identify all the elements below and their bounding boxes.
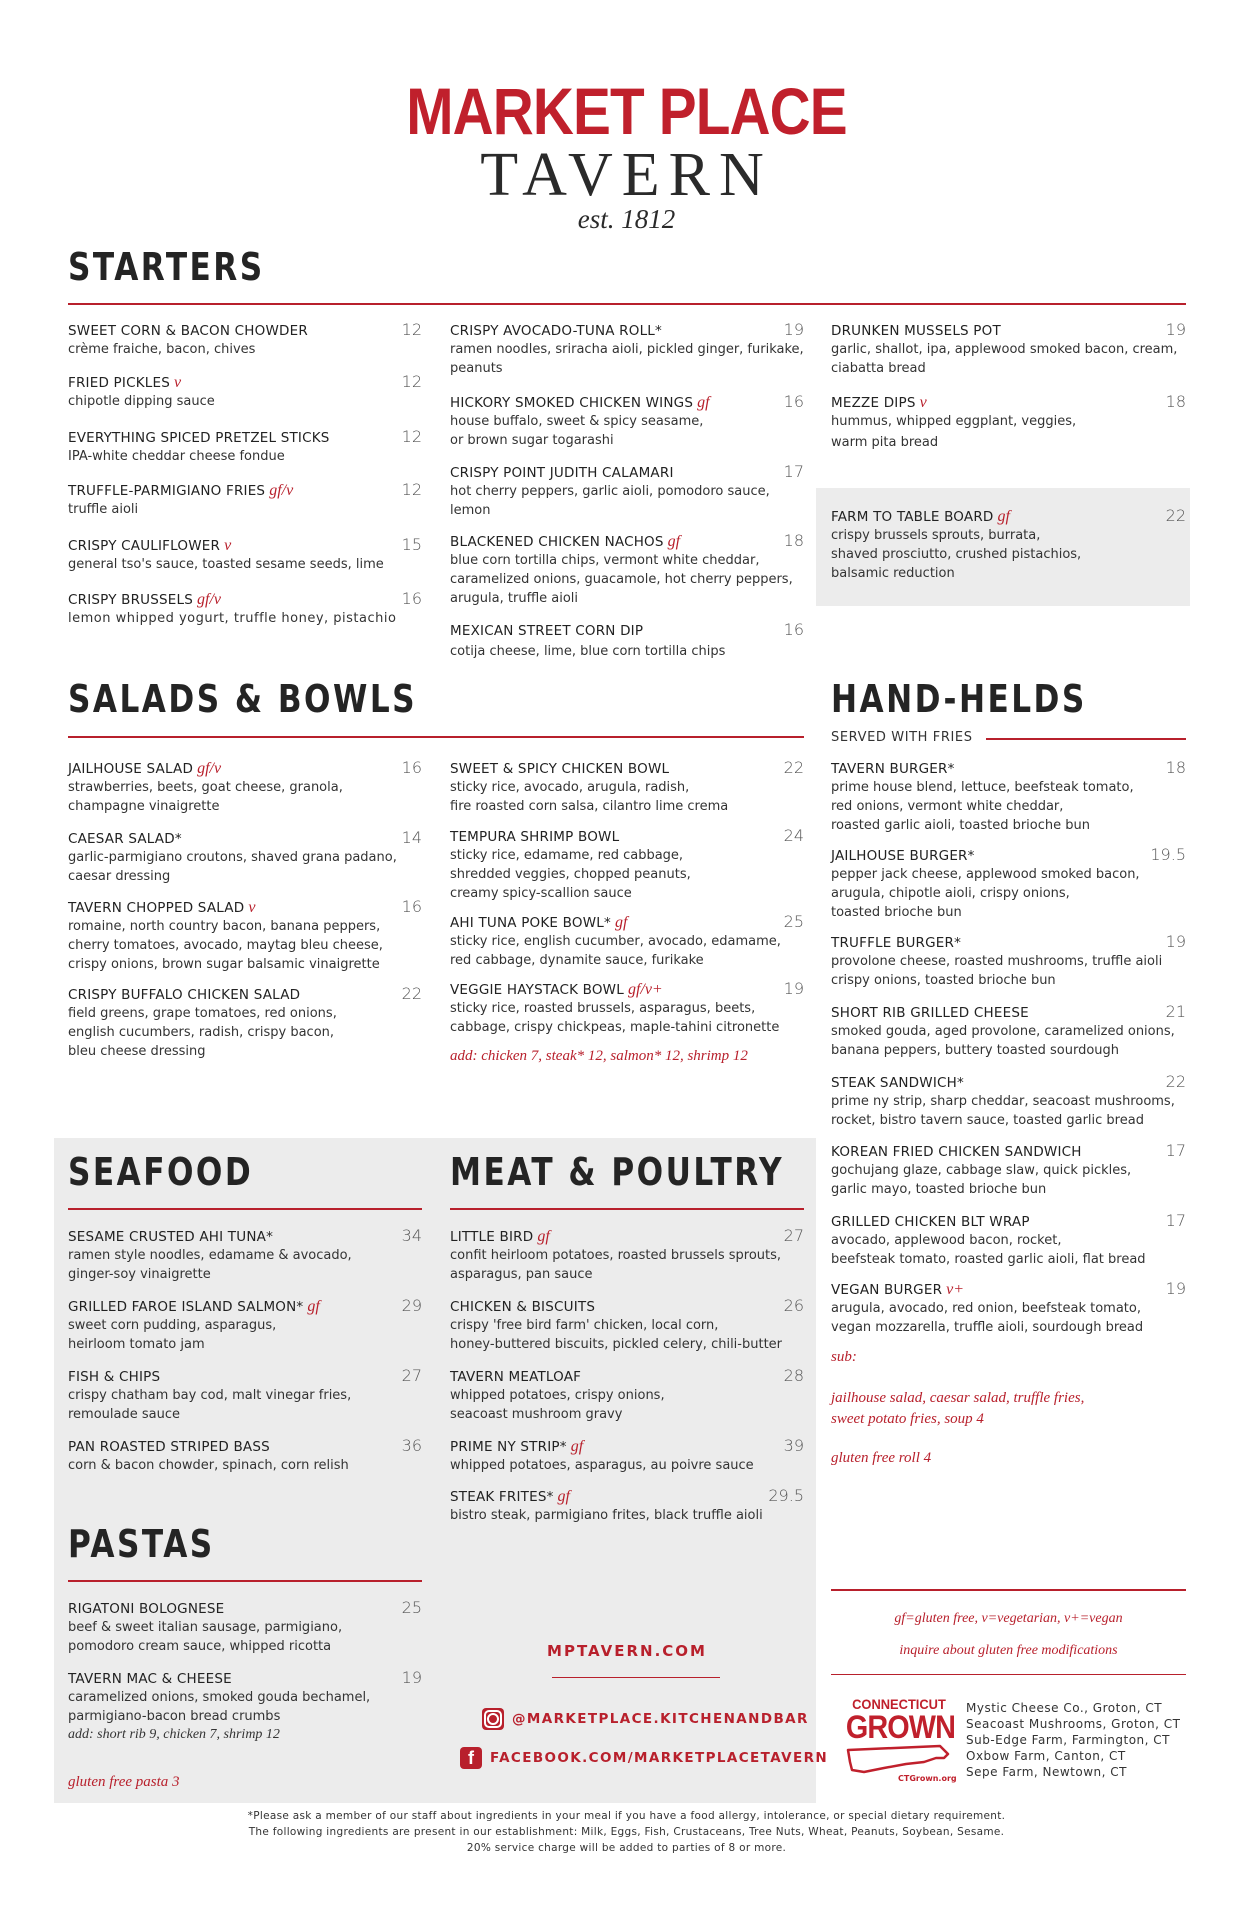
- item-price: 16: [783, 620, 804, 639]
- item-desc: truffle aioli: [68, 502, 139, 517]
- item-desc: sticky rice, english cucumber, avocado, edamame,: [450, 934, 781, 949]
- item-name: FARM TO TABLE BOARD: [831, 509, 994, 525]
- item-desc: prime house blend, lettuce, beefsteak tomato,: [831, 780, 1134, 795]
- farm-board-item: [831, 506, 1186, 583]
- starters-rule: [68, 303, 1186, 305]
- instagram-link[interactable]: [482, 1708, 809, 1730]
- item-desc: IPA-white cheddar cheese fondue: [68, 449, 285, 464]
- item-name: TAVERN CHOPPED SALAD: [68, 900, 245, 916]
- menu-item: [68, 897, 422, 974]
- item-price: 34: [401, 1226, 422, 1245]
- item-desc: crispy brussels sprouts, burrata,: [831, 528, 1041, 543]
- item-desc: whipped potatoes, asparagus, au poivre sauce: [450, 1458, 754, 1473]
- item-desc: house buffalo, sweet & spicy seasame,: [450, 414, 704, 429]
- item-desc: english cucumbers, radish, crispy bacon,: [68, 1025, 335, 1040]
- item-tag: gf/v: [197, 591, 222, 608]
- item-tag: v+: [946, 1281, 965, 1298]
- item-price: 12: [401, 480, 422, 499]
- item-name: BLACKENED CHICKEN NACHOS: [450, 534, 664, 550]
- item-desc: provolone cheese, roasted mushrooms, truffle aioli: [831, 954, 1163, 969]
- salads-rule: [68, 736, 804, 738]
- item-add-note: add: short rib 9, chicken 7, shrimp 12: [68, 1727, 280, 1742]
- menu-item: [450, 320, 804, 378]
- farm-item: Mystic Cheese Co., Groton, CT: [966, 1701, 1163, 1715]
- item-tag: gf/v+: [627, 981, 663, 998]
- item-desc: avocado, applewood bacon, rocket,: [831, 1233, 1062, 1248]
- menu-item: [450, 1296, 804, 1354]
- item-name: SHORT RIB GRILLED CHEESE: [831, 1005, 1029, 1021]
- brand-name-top: MARKET PLACE: [406, 74, 847, 148]
- item-desc: caramelized onions, smoked gouda bechamel,: [68, 1690, 371, 1705]
- item-desc: rocket, bistro tavern sauce, toasted garlic bread: [831, 1113, 1144, 1128]
- menu-item: [831, 392, 1186, 452]
- farm-item: Oxbow Farm, Canton, CT: [966, 1749, 1126, 1763]
- item-desc: champagne vinaigrette: [68, 799, 220, 814]
- item-desc: prime ny strip, sharp cheddar, seacoast mushrooms,: [831, 1094, 1175, 1109]
- item-name: AHI TUNA POKE BOWL*: [450, 915, 611, 931]
- item-tag: gf: [307, 1298, 320, 1315]
- item-desc: crispy onions, toasted brioche bun: [831, 973, 1056, 988]
- item-desc: ramen noodles, sriracha aioli, pickled ginger, furikake,: [450, 342, 804, 357]
- handhelds-sub-label: sub:: [831, 1349, 857, 1365]
- item-name: MEZZE DIPS: [831, 395, 916, 411]
- menu-item: [450, 462, 804, 520]
- menu-item: [450, 826, 804, 903]
- item-price: 15: [401, 535, 422, 554]
- item-desc: pomodoro cream sauce, whipped ricotta: [68, 1639, 332, 1654]
- menu-item: [831, 1211, 1186, 1269]
- item-tag: gf: [570, 1438, 584, 1455]
- menu-item: [68, 984, 422, 1061]
- handhelds-sub-options-1: jailhouse salad, caesar salad, truffle fries,: [831, 1390, 1085, 1406]
- item-price: 22: [783, 758, 804, 777]
- brand-established: est. 1812: [577, 204, 676, 234]
- item-desc: whipped potatoes, crispy onions,: [450, 1388, 665, 1403]
- item-price: 12: [401, 427, 422, 446]
- item-name: DRUNKEN MUSSELS POT: [831, 323, 1001, 339]
- item-desc: confit heirloom potatoes, roasted brussels sprouts,: [450, 1248, 782, 1263]
- item-name: CAESAR SALAD*: [68, 831, 182, 847]
- item-desc: smoked gouda, aged provolone, caramelized onions,: [831, 1024, 1175, 1039]
- ct-grown-line2: GROWN: [845, 1709, 955, 1745]
- item-desc: bistro steak, parmigiano frites, black truffle aioli: [450, 1508, 763, 1523]
- menu-item: [450, 758, 804, 816]
- menu-item: [68, 828, 422, 886]
- item-desc: heirloom tomato jam: [68, 1337, 205, 1352]
- item-price: 21: [1165, 1002, 1186, 1021]
- item-price: 27: [783, 1226, 804, 1245]
- menu-item: [450, 1226, 804, 1284]
- menu-item: [68, 758, 422, 816]
- item-price: 29: [401, 1296, 422, 1315]
- menu-item: [450, 912, 804, 970]
- item-desc: creamy spicy-scallion sauce: [450, 886, 632, 901]
- item-price: 36: [401, 1436, 422, 1455]
- menu-item: [450, 979, 804, 1037]
- menu-item: [450, 1366, 804, 1424]
- item-tag: v: [248, 899, 256, 916]
- item-desc: honey-buttered biscuits, pickled celery, chili-butter: [450, 1337, 783, 1352]
- item-price: 29.5: [768, 1486, 804, 1505]
- item-tag: v: [173, 374, 182, 391]
- item-tag: gf: [614, 914, 628, 931]
- facebook-url: FACEBOOK.COM/MARKETPLACETAVERN: [490, 1750, 829, 1766]
- item-name: GRILLED CHICKEN BLT WRAP: [831, 1214, 1030, 1230]
- item-tag: gf: [997, 508, 1010, 525]
- item-name: MEXICAN STREET CORN DIP: [450, 623, 644, 639]
- item-name: KOREAN FRIED CHICKEN SANDWICH: [831, 1144, 1082, 1160]
- meat-rule: [450, 1208, 804, 1210]
- legend-rule-top: [831, 1589, 1186, 1591]
- item-price: 25: [401, 1598, 422, 1617]
- item-tag: gf/v: [197, 760, 222, 777]
- item-name: CRISPY POINT JUDITH CALAMARI: [450, 465, 674, 481]
- item-price: 25: [783, 912, 804, 931]
- menu-item: [831, 758, 1186, 835]
- item-desc: chipotle dipping sauce: [68, 394, 215, 409]
- facebook-icon: f: [460, 1747, 482, 1769]
- item-price: 27: [401, 1366, 422, 1385]
- item-desc: corn & bacon chowder, spinach, corn relish: [68, 1458, 349, 1473]
- salads-add-note: add: chicken 7, steak* 12, salmon* 12, shrimp 12: [450, 1048, 748, 1064]
- item-price: 16: [401, 758, 422, 777]
- item-price: 16: [401, 897, 422, 916]
- menu-item: [68, 1668, 422, 1744]
- item-price: 12: [401, 372, 422, 391]
- item-name: CRISPY BRUSSELS: [68, 592, 194, 608]
- item-desc: crème fraiche, bacon, chives: [68, 342, 256, 357]
- item-desc: general tso's sauce, toasted sesame seeds, lime: [68, 557, 384, 572]
- item-price: 16: [401, 589, 422, 608]
- item-desc: sticky rice, roasted brussels, asparagus, beets,: [450, 1001, 756, 1016]
- item-desc: sticky rice, avocado, arugula, radish,: [450, 780, 690, 795]
- item-desc: balsamic reduction: [831, 566, 955, 581]
- item-desc: or brown sugar togarashi: [450, 433, 614, 448]
- item-price: 22: [1165, 1072, 1186, 1091]
- website-rule: [552, 1677, 720, 1678]
- menu-item: [68, 1226, 422, 1284]
- diet-legend: gf=gluten free, v=vegetarian, v+=vegan: [894, 1611, 1123, 1626]
- gf-inquire-note: inquire about gluten free modifications: [899, 1643, 1118, 1658]
- allergy-footer: [0, 1808, 1253, 1856]
- item-desc: garlic mayo, toasted brioche bun: [831, 1182, 1047, 1197]
- item-desc: field greens, grape tomatoes, red onions,: [68, 1006, 337, 1021]
- item-desc: parmigiano-bacon bread crumbs: [68, 1709, 281, 1724]
- menu-item: [68, 535, 422, 574]
- menu-item: [68, 427, 422, 466]
- item-desc: strawberries, beets, goat cheese, granola,: [68, 780, 343, 795]
- item-desc: arugula, avocado, red onion, beefsteak tomato,: [831, 1301, 1141, 1316]
- item-desc: hot cherry peppers, garlic aioli, pomodoro sauce,: [450, 484, 770, 499]
- item-desc: sweet corn pudding, asparagus,: [68, 1318, 277, 1333]
- item-tag: v: [224, 537, 232, 554]
- menu-item: [68, 589, 422, 628]
- item-desc: toasted brioche bun: [831, 905, 962, 920]
- farm-item: Sub-Edge Farm, Farmington, CT: [966, 1733, 1170, 1747]
- item-name: RIGATONI BOLOGNESE: [68, 1601, 225, 1617]
- menu-item: [831, 845, 1186, 922]
- item-desc: roasted garlic aioli, toasted brioche bun: [831, 818, 1090, 833]
- instagram-icon: [482, 1708, 504, 1730]
- menu-item: [68, 480, 422, 519]
- menu-item: [831, 932, 1186, 990]
- item-price: 19: [1165, 320, 1186, 339]
- item-name: TRUFFLE-PARMIGIANO FRIES: [68, 483, 266, 499]
- item-price: 16: [783, 392, 804, 411]
- item-name: CRISPY BUFFALO CHICKEN SALAD: [68, 987, 301, 1003]
- connecticut-map-icon: [844, 1744, 954, 1774]
- item-tag: gf: [697, 394, 710, 411]
- menu-item: [68, 372, 422, 411]
- item-name: SESAME CRUSTED AHI TUNA*: [68, 1229, 274, 1245]
- item-desc: sticky rice, edamame, red cabbage,: [450, 848, 684, 863]
- item-desc: pepper jack cheese, applewood smoked bacon,: [831, 867, 1140, 882]
- instagram-handle: @MARKETPLACE.KITCHENANDBAR: [512, 1711, 809, 1727]
- farm-item: Seacoast Mushrooms, Groton, CT: [966, 1717, 1181, 1731]
- item-name: CHICKEN & BISCUITS: [450, 1299, 596, 1315]
- item-name: JAILHOUSE SALAD: [68, 761, 194, 777]
- item-name: PRIME NY STRIP*: [450, 1439, 567, 1455]
- brand-name-bottom: TAVERN: [480, 141, 773, 209]
- handhelds-rule: [986, 738, 1186, 740]
- gf-pasta-note: gluten free pasta 3: [68, 1774, 180, 1790]
- menu-item: [450, 1486, 804, 1525]
- item-tag: v: [919, 394, 927, 411]
- item-name: TRUFFLE BURGER*: [831, 935, 962, 951]
- legend-rule-bottom: [831, 1674, 1186, 1675]
- item-desc: gochujang glaze, cabbage slaw, quick pickles,: [831, 1163, 1132, 1178]
- item-desc: beef & sweet italian sausage, parmigiano,: [68, 1620, 343, 1635]
- item-desc: garlic-parmigiano croutons, shaved grana padano,: [68, 850, 397, 865]
- item-name: GRILLED FAROE ISLAND SALMON*: [68, 1299, 304, 1315]
- item-price: 12: [401, 320, 422, 339]
- menu-item: [68, 1366, 422, 1424]
- item-name: TAVERN BURGER*: [831, 761, 955, 777]
- menu-item: [450, 1436, 804, 1475]
- section-title-seafood: SEAFOOD: [68, 1150, 254, 1194]
- item-name: SWEET CORN & BACON CHOWDER: [68, 323, 308, 339]
- item-name: TAVERN MEATLOAF: [450, 1369, 582, 1385]
- item-name: VEGGIE HAYSTACK BOWL: [450, 982, 624, 998]
- item-price: 39: [783, 1436, 804, 1455]
- item-price: 19: [783, 979, 804, 998]
- item-name: FISH & CHIPS: [68, 1369, 161, 1385]
- item-price: 17: [783, 462, 804, 481]
- item-desc: cherry tomatoes, avocado, maytag bleu cheese,: [68, 938, 383, 953]
- section-title-salads: SALADS & BOWLS: [68, 677, 418, 721]
- ct-grown-url: CTGrown.org: [898, 1774, 957, 1783]
- facebook-link[interactable]: [460, 1747, 828, 1769]
- item-price: 19: [1165, 932, 1186, 951]
- item-name: STEAK SANDWICH*: [831, 1075, 964, 1091]
- handhelds-subtitle: SERVED WITH FRIES: [831, 730, 973, 745]
- item-desc: garlic, shallot, ipa, applewood smoked bacon, cream,: [831, 342, 1178, 357]
- item-price: 17: [1165, 1141, 1186, 1160]
- item-desc: blue corn tortilla chips, vermont white cheddar,: [450, 553, 760, 568]
- menu-item: [831, 1072, 1186, 1130]
- item-name: SWEET & SPICY CHICKEN BOWL: [450, 761, 670, 777]
- menu-item: [831, 320, 1186, 378]
- item-price: 26: [783, 1296, 804, 1315]
- item-tag: gf: [557, 1488, 570, 1505]
- item-tag: gf: [667, 533, 681, 550]
- item-desc: ramen style noodles, edamame & avocado,: [68, 1248, 352, 1263]
- item-desc: caesar dressing: [68, 869, 171, 884]
- seafood-rule: [68, 1208, 422, 1210]
- item-desc: lemon: [450, 503, 491, 518]
- section-title-meat: MEAT & POULTRY: [450, 1150, 784, 1194]
- menu-item: [68, 1598, 422, 1656]
- farm-item: Sepe Farm, Newtown, CT: [966, 1765, 1127, 1779]
- menu-item: [68, 1436, 422, 1475]
- item-desc: lemon whipped yogurt, truffle honey, pistachio: [68, 611, 397, 626]
- item-desc: asparagus, pan sauce: [450, 1267, 593, 1282]
- menu-item: [68, 1296, 422, 1354]
- item-desc: arugula, chipotle aioli, crispy onions,: [831, 886, 1070, 901]
- handhelds-sub-options-2: sweet potato fries, soup 4: [831, 1411, 984, 1427]
- item-desc: romaine, north country bacon, banana peppers,: [68, 919, 381, 934]
- item-desc: hummus, whipped eggplant, veggies,: [831, 414, 1077, 429]
- item-name: HICKORY SMOKED CHICKEN WINGS: [450, 395, 694, 411]
- item-desc: arugula, truffle aioli: [450, 591, 579, 606]
- item-desc: remoulade sauce: [68, 1407, 180, 1422]
- item-price: 19: [1165, 1279, 1186, 1298]
- item-tag: gf: [537, 1228, 550, 1245]
- item-name: PAN ROASTED STRIPED BASS: [68, 1439, 270, 1455]
- item-desc: beefsteak tomato, roasted garlic aioli, flat bread: [831, 1252, 1146, 1267]
- ct-grown-line1: CONNECTICUT: [852, 1696, 946, 1712]
- item-name: VEGAN BURGER: [831, 1282, 943, 1298]
- item-desc: fire roasted corn salsa, cilantro lime crema: [450, 799, 729, 814]
- item-price: 22: [1165, 506, 1186, 525]
- item-price: 28: [783, 1366, 804, 1385]
- footer-line: The following ingredients are present in our establishment: Milk, Eggs, Fish, Crustaceans, Tree Nuts, Wheat, Peanuts, Soybean, Sesame.: [248, 1826, 1005, 1838]
- item-desc: bleu cheese dressing: [68, 1044, 206, 1059]
- item-name: EVERYTHING SPICED PRETZEL STICKS: [68, 430, 330, 446]
- menu-item: [450, 531, 804, 608]
- item-name: TAVERN MAC & CHEESE: [68, 1671, 232, 1687]
- item-name: CRISPY CAULIFLOWER: [68, 538, 221, 554]
- item-desc: vegan mozzarella, truffle aioli, sourdough bread: [831, 1320, 1144, 1335]
- item-desc: crispy onions, brown sugar balsamic vinaigrette: [68, 957, 380, 972]
- item-desc: crispy chatham bay cod, malt vinegar fries,: [68, 1388, 352, 1403]
- item-price: 24: [783, 826, 804, 845]
- item-name: FRIED PICKLES: [68, 375, 170, 391]
- website-link[interactable]: MPTAVERN.COM: [547, 1642, 707, 1660]
- item-name: CRISPY AVOCADO-TUNA ROLL*: [450, 323, 662, 339]
- item-price: 14: [401, 828, 422, 847]
- item-desc: caramelized onions, guacamole, hot cherry peppers,: [450, 572, 793, 587]
- menu-item: [68, 320, 422, 359]
- item-desc: peanuts: [450, 361, 503, 376]
- item-name: LITTLE BIRD: [450, 1229, 534, 1245]
- item-desc: shredded veggies, chopped peanuts,: [450, 867, 691, 882]
- item-desc: cabbage, crispy chickpeas, maple-tahini citronette: [450, 1020, 780, 1035]
- item-price: 17: [1165, 1211, 1186, 1230]
- item-price: 18: [783, 531, 804, 550]
- item-desc: red onions, vermont white cheddar,: [831, 799, 1064, 814]
- item-desc: ciabatta bread: [831, 361, 926, 376]
- footer-line: 20% service charge will be added to parties of 8 or more.: [466, 1842, 787, 1854]
- footer-line: *Please ask a member of our staff about ingredients in your meal if you have a food allergy, intolerance, or special dietary requirement.: [247, 1810, 1006, 1822]
- item-price: 19: [783, 320, 804, 339]
- item-desc: ginger-soy vinaigrette: [68, 1267, 211, 1282]
- item-price: 19.5: [1150, 845, 1186, 864]
- item-price: 22: [401, 984, 422, 1003]
- item-name: STEAK FRITES*: [450, 1489, 554, 1505]
- pastas-rule: [68, 1580, 422, 1582]
- menu-item: [831, 1002, 1186, 1060]
- item-tag: gf/v: [269, 482, 294, 499]
- item-desc: shaved prosciutto, crushed pistachios,: [831, 547, 1082, 562]
- farm-list: [966, 1700, 1180, 1780]
- ct-grown-logo: [840, 1696, 958, 1786]
- item-price: 19: [401, 1668, 422, 1687]
- item-name: TEMPURA SHRIMP BOWL: [450, 829, 620, 845]
- item-price: 18: [1165, 758, 1186, 777]
- item-name: JAILHOUSE BURGER*: [831, 848, 975, 864]
- item-desc: red cabbage, dynamite sauce, furikake: [450, 953, 704, 968]
- item-desc: seacoast mushroom gravy: [450, 1407, 623, 1422]
- item-desc: banana peppers, buttery toasted sourdough: [831, 1043, 1120, 1058]
- menu-item: [831, 1141, 1186, 1199]
- menu-item: [450, 620, 804, 661]
- item-desc: crispy 'free bird farm' chicken, local corn,: [450, 1318, 719, 1333]
- section-title-handhelds: HAND-HELDS: [831, 677, 1087, 721]
- item-price: 18: [1165, 392, 1186, 411]
- section-title-starters: STARTERS: [68, 245, 265, 289]
- menu-item: [450, 392, 804, 450]
- section-title-pastas: PASTAS: [68, 1522, 215, 1566]
- gf-roll-note: gluten free roll 4: [831, 1450, 932, 1466]
- menu-item: [831, 1279, 1186, 1337]
- item-desc: warm pita bread: [831, 435, 939, 450]
- item-desc: cotija cheese, lime, blue corn tortilla chips: [450, 644, 726, 659]
